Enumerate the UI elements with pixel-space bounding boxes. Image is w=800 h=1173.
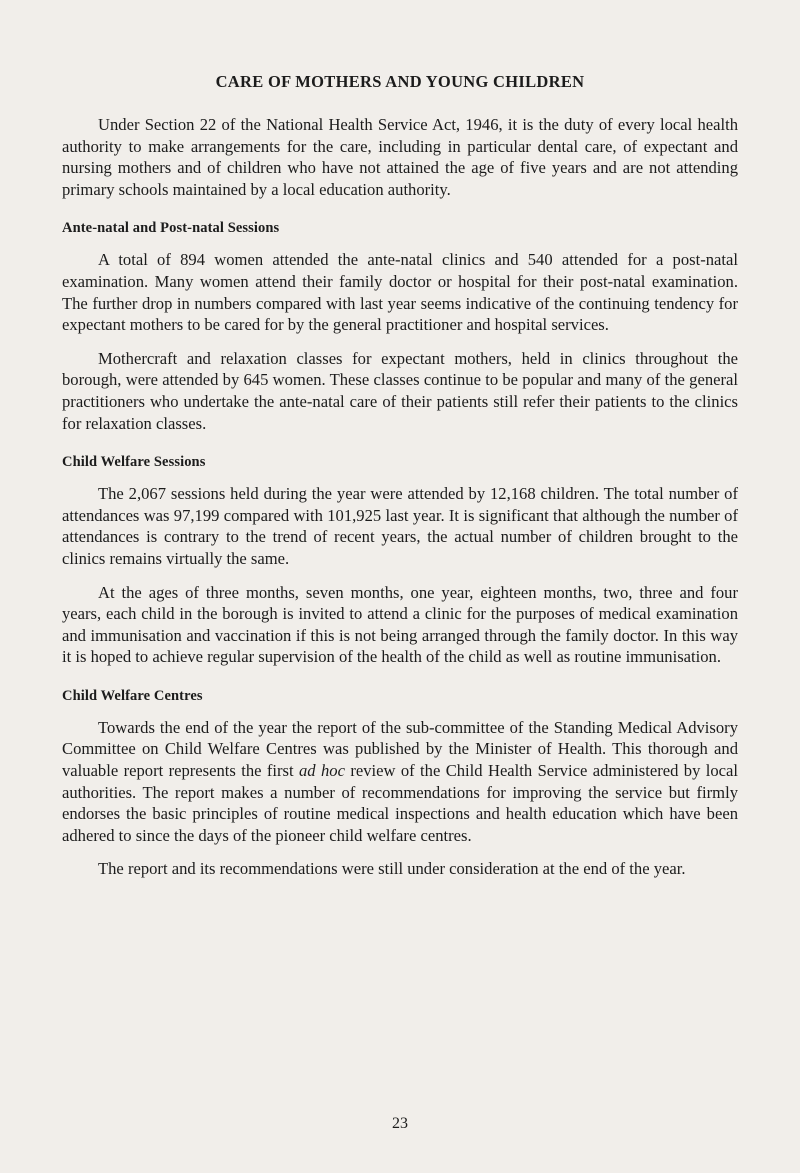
paragraph-child-welfare-sessions-1: The 2,067 sessions held during the year were attended by 12,168 children. The total number of attendances was 97,199 compared with 101,925 last year. It is significant that although the number of attendances is contrary to the trend of recent years, the actual number of children brought to the clinics remains virtually the same. bbox=[62, 484, 738, 568]
section-heading-ante-natal: Ante-natal and Post-natal Sessions bbox=[62, 220, 280, 237]
paragraph-ante-natal-1: A total of 894 women attended the ante-natal clinics and 540 attended for a post-natal examination. Many women attend their family doctor or hospital for their post-natal examination. The further drop in numbers compared with last year seems indicative of the continuing tendency for expectant mothers to be cared for by the general practitioner and hospital services. bbox=[62, 250, 738, 335]
section-heading-child-welfare-sessions: Child Welfare Sessions bbox=[62, 454, 206, 471]
document-page bbox=[62, 72, 738, 892]
paragraph-child-welfare-sessions-2: At the ages of three months, seven months, one year, eighteen months, two, three and four years, each child in the borough is invited to attend a clinic for the purposes of medical examination and immunisation and vaccination if this is not being arranged through the family doctor. In this way it is hoped to achieve regular supervision of the health of the child as well as routine immunisation. bbox=[62, 582, 738, 667]
paragraph-child-welfare-centres-2: The report and its recommendations were still under consideration at the end of the year. bbox=[98, 859, 686, 879]
section-heading-child-welfare-centres: Child Welfare Centres bbox=[62, 687, 203, 704]
intro-paragraph: Under Section 22 of the National Health Service Act, 1946, it is the duty of every local health authority to make arrangements for the care, including in particular dental care, of expectant and nursing mothers and of children who have not attained the age of five years and are not attending primary schools maintained by a local education authority. bbox=[62, 115, 738, 199]
paragraph-ante-natal-2: Mothercraft and relaxation classes for expectant mothers, held in clinics throughout the borough, were attended by 645 women. These classes continue to be popular and many of the general practitioners who undertake the ante-natal care of their patients still refer their patients to the clinics for relaxation classes. bbox=[62, 348, 738, 433]
paragraph-child-welfare-centres-1: Towards the end of the year the report of the sub-committee of the Standing Medical Advisory Committee on Child Welfare Centres was published by the Minister of Health. This thorough and valuable report represents the first ad hoc review of the Child Health Service administered by local authorities. The report makes a number of recommendations for improving the service but firmly endorses the basic principles of routine medical inspections and health education which have been adhered to since the days of the pioneer child welfare centres. bbox=[62, 717, 739, 845]
page-number: 23 bbox=[392, 1115, 408, 1132]
page-title: CARE OF MOTHERS AND YOUNG CHILDREN bbox=[215, 72, 585, 91]
